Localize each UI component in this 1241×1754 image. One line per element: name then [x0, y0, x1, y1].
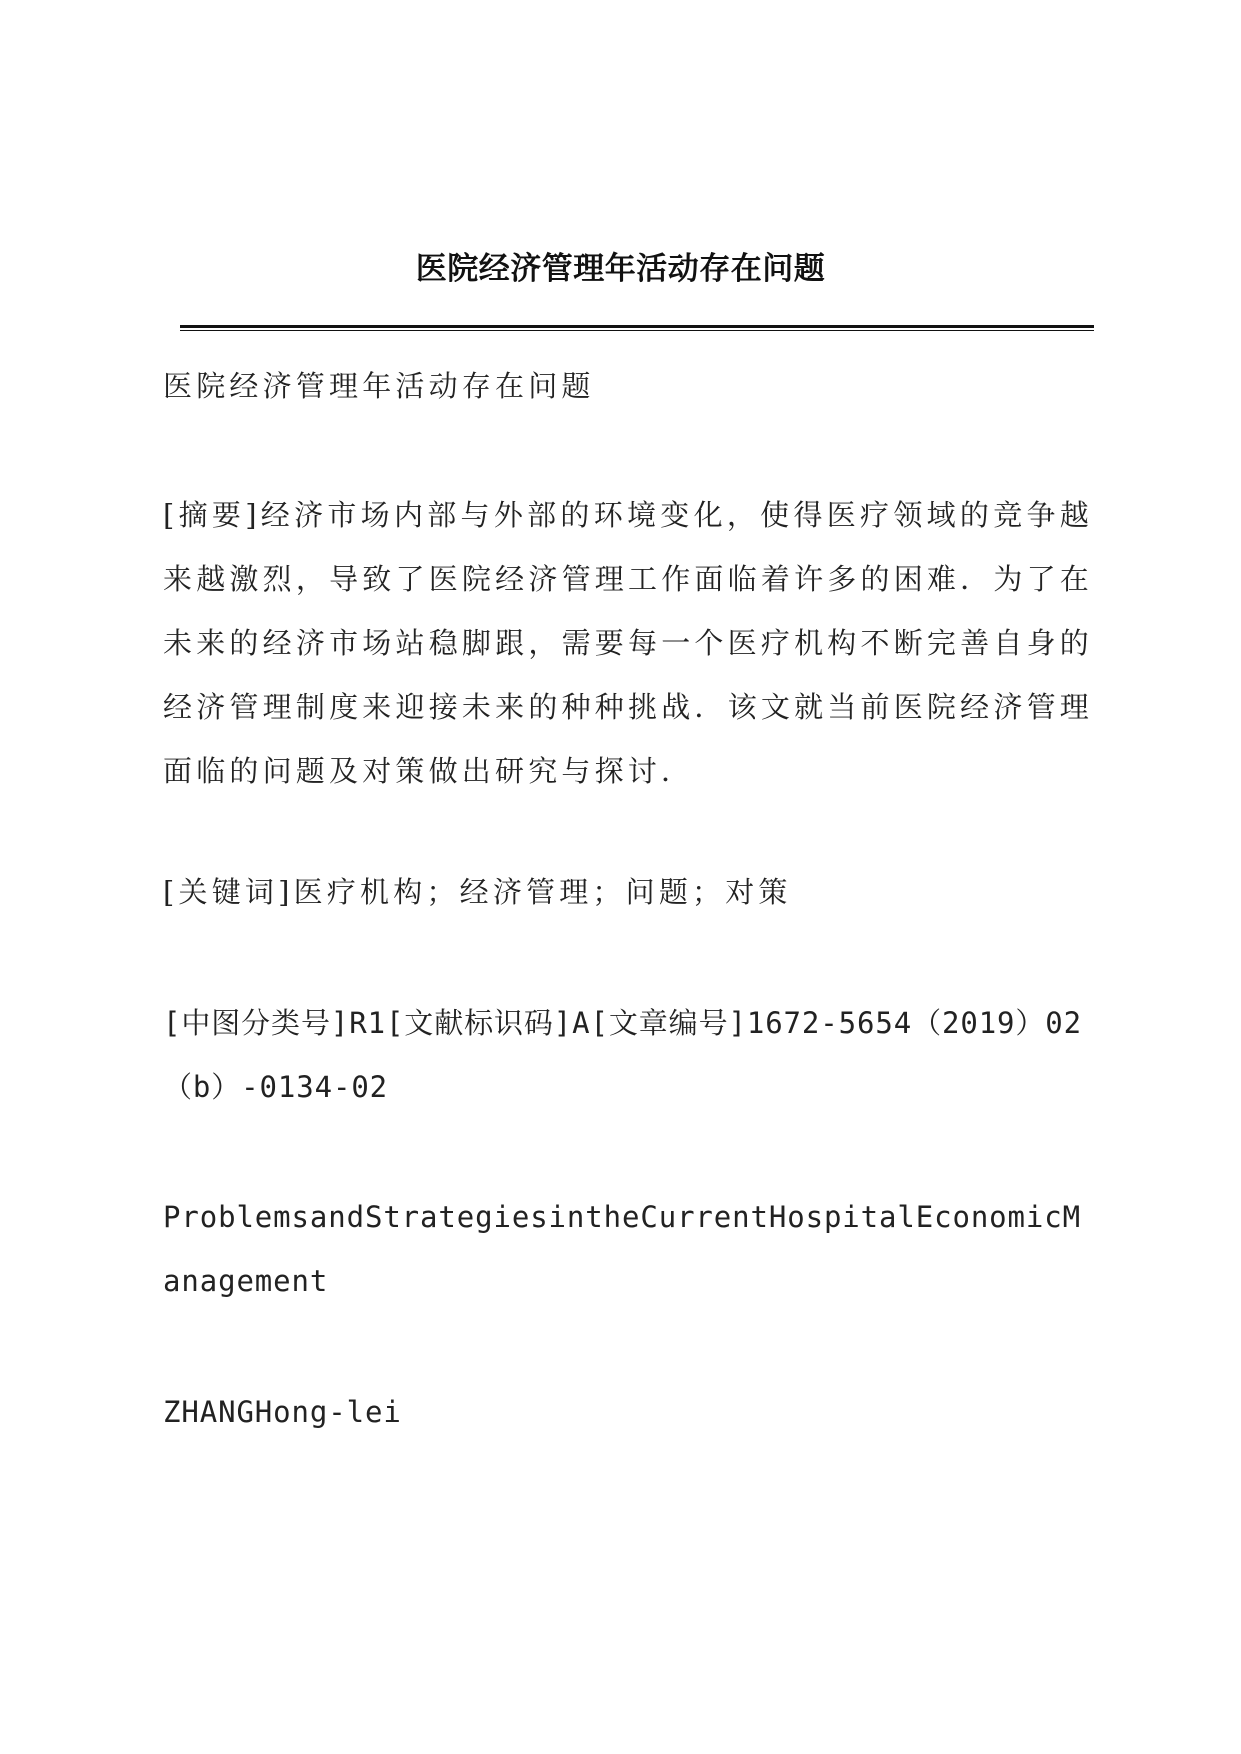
title-divider-thin: [180, 330, 1094, 331]
title-divider-thick: [180, 325, 1094, 328]
author-name: ZHANGHong-lei: [163, 1395, 402, 1429]
document-title: 医院经济管理年活动存在问题: [415, 251, 826, 287]
english-title: ProblemsandStrategiesintheCurrentHospitalEconomicManagement: [163, 1200, 1081, 1298]
document-subtitle: 医院经济管理年活动存在问题: [163, 369, 595, 403]
abstract-paragraph: [摘要]经济市场内部与外部的环境变化，使得医疗领域的竞争越来越激烈，导致了医院经济管理工作面临着许多的困难．为了在未来的经济市场站稳脚跟，需要每一个医疗机构不断完善自身的经济管理制度来迎接未来的种种挑战．该文就当前医院经济管理面临的问题及对策做出研究与探讨．: [163, 498, 1093, 788]
keywords-paragraph: [关键词]医疗机构；经济管理；问题；对策: [163, 875, 792, 909]
classification-number: [中图分类号]R1[文献标识码]A[文章编号]1672-5654（2019）02（b）-0134-02: [163, 1006, 1083, 1104]
